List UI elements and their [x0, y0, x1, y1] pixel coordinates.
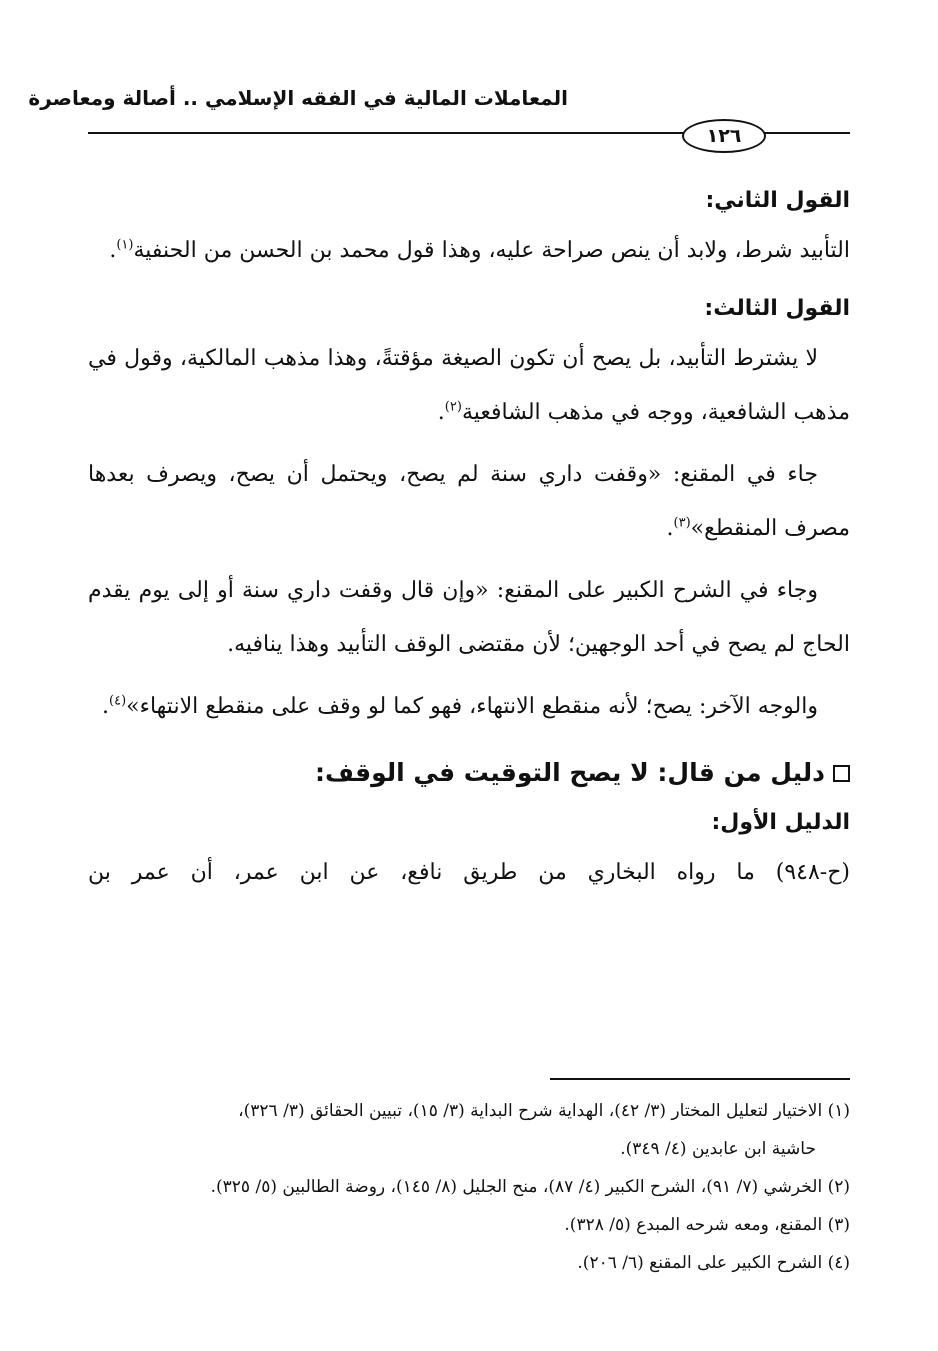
running-title: المعاملات المالية في الفقه الإسلامي .. أصالة ومعاصرة — [28, 86, 568, 110]
square-bullet-icon — [833, 765, 850, 782]
footnote-ref-1[interactable]: (١) — [116, 237, 134, 253]
hadith-line: (ح-٩٤٨) ما رواه البخاري من طريق نافع، عن ابن عمر، أن عمر بن — [88, 860, 850, 885]
muqni-paragraph: جاء في المقنع: «وقفت داري سنة لم يصح، ويحتمل أن يصح، ويصرف بعدها مصرف المنقطع»$^{(٣)}$. — [88, 462, 850, 541]
opinion2-text: التأبيد شرط، ولابد أن ينص صراحة عليه، وهذا قول محمد بن الحسن من الحنفية — [133, 238, 850, 263]
footnote-1: (١) الاختيار لتعليل المختار (٣/ ٤٢)، الهداية شرح البداية (٣/ ١٥)، تبيين الحقائق (٣/ ٣٢٦)، — [238, 1101, 850, 1121]
footnote-ref-3[interactable]: (٣) — [673, 515, 691, 531]
footnote-ref-2[interactable]: (٢) — [444, 399, 462, 415]
footnote-1-continued: حاشية ابن عابدين (٤/ ٣٤٩). — [620, 1139, 816, 1159]
footnote-2: (٢) الخرشي (٧/ ٩١)، الشرح الكبير (٤/ ٨٧)، منح الجليل (٨/ ١٤٥)، روضة الطالبين (٥/ ٣٢٥). — [210, 1177, 850, 1197]
evidence-section-heading — [88, 746, 850, 800]
page-number: ١٢٦ — [682, 119, 766, 153]
evidence1-heading: الدليل الأول: — [711, 810, 850, 835]
sharh-paragraph: وجاء في الشرح الكبير على المقنع: «وإن قال وقفت داري سنة أو إلى يوم يقدم الحاج لم يصح في أحد الوجهين؛ لأن مقتضى الوقف التأبيد وهذا ينافيه. — [88, 578, 850, 657]
evidence-heading-text: دليل من قال: لا يصح التوقيت في الوقف: — [314, 758, 825, 787]
main-content — [88, 178, 850, 900]
footnote-4: (٤) الشرح الكبير على المقنع (٦/ ٢٠٦). — [577, 1253, 850, 1273]
opinion3-heading: القول الثالث: — [704, 296, 850, 321]
footnote-separator — [550, 1078, 850, 1080]
other-view-text: والوجه الآخر: يصح؛ لأنه منقطع الانتهاء، فهو كما لو وقف على منقطع الانتهاء» — [126, 694, 818, 719]
other-view-paragraph: والوجه الآخر: يصح؛ لأنه منقطع الانتهاء، فهو كما لو وقف على منقطع الانتهاء»$^{(٤)}$. — [102, 693, 818, 719]
footnote-ref-4[interactable]: (٤) — [109, 693, 127, 709]
opinion2-paragraph: التأبيد شرط، ولابد أن ينص صراحة عليه، وهذا قول محمد بن الحسن من الحنفية$^{(١)}$. — [109, 237, 850, 263]
opinion3-paragraph: لا يشترط التأبيد، بل يصح أن تكون الصيغة مؤقتةً، وهذا مذهب المالكية، وقول في مذهب الشافعية، ووجه في مذهب الشافعية$^{(٢)}$. — [88, 346, 850, 425]
footnotes — [88, 1092, 850, 1282]
footnote-3: (٣) المقنع، ومعه شرحه المبدع (٥/ ٣٢٨). — [564, 1215, 850, 1235]
opinion2-heading: القول الثاني: — [705, 188, 850, 213]
opinion3-text: لا يشترط التأبيد، بل يصح أن تكون الصيغة مؤقتةً، وهذا مذهب المالكية، وقول في مذهب الشافعية، ووجه في مذهب الشافعية — [88, 346, 850, 425]
muqni-text: جاء في المقنع: «وقفت داري سنة لم يصح، ويحتمل أن يصح، ويصرف بعدها مصرف المنقطع» — [88, 462, 850, 541]
